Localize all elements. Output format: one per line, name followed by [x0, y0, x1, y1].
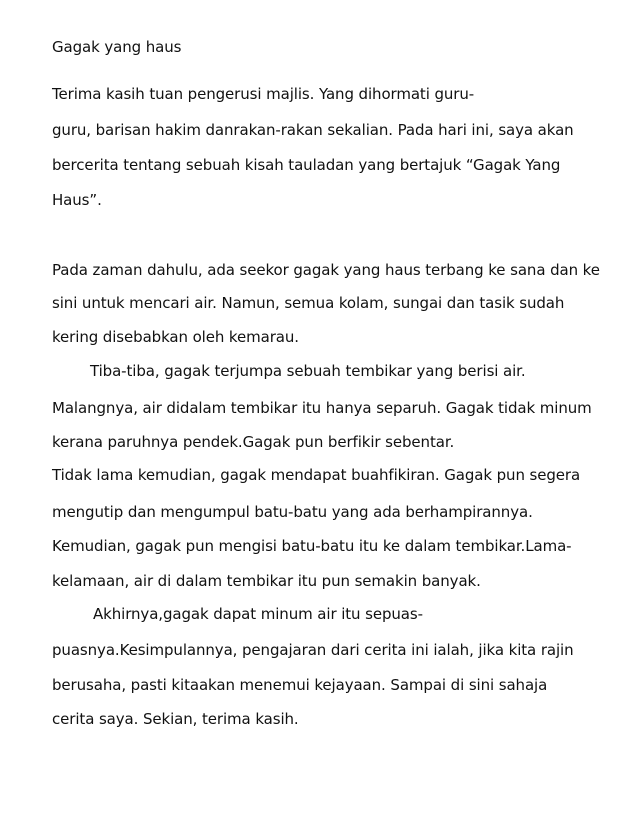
paragraph-line: Tiba-tiba, gagak terjumpa sebuah tembikar yang berisi air.: [90, 362, 526, 380]
paragraph-line: Pada zaman dahulu, ada seekor gagak yang haus terbang ke sana dan ke: [52, 261, 600, 279]
paragraph-line: Kemudian, gagak pun mengisi batu-batu itu ke dalam tembikar.Lama-: [52, 537, 572, 555]
paragraph-line: sini untuk mencari air. Namun, semua kolam, sungai dan tasik sudah: [52, 294, 565, 312]
paragraph-line: Terima kasih tuan pengerusi majlis. Yang dihormati guru-: [52, 85, 475, 103]
paragraph-line: kelamaan, air di dalam tembikar itu pun semakin banyak.: [52, 572, 481, 590]
paragraph-line: kerana paruhnya pendek.Gagak pun berfikir sebentar.: [52, 433, 455, 451]
paragraph-line: kering disebabkan oleh kemarau.: [52, 328, 299, 346]
paragraph-line: puasnya.Kesimpulannya, pengajaran dari cerita ini ialah, jika kita rajin: [52, 641, 574, 659]
paragraph-line: Akhirnya,gagak dapat minum air itu sepuas-: [93, 605, 423, 623]
paragraph-line: mengutip dan mengumpul batu-batu yang ada berhampirannya.: [52, 503, 533, 521]
paragraph-line: Tidak lama kemudian, gagak mendapat buahfikiran. Gagak pun segera: [52, 466, 581, 484]
paragraph-line: Malangnya, air didalam tembikar itu hanya separuh. Gagak tidak minum: [52, 399, 592, 417]
paragraph-line: cerita saya. Sekian, terima kasih.: [52, 710, 299, 728]
paragraph-line: bercerita tentang sebuah kisah tauladan yang bertajuk “Gagak Yang: [52, 156, 561, 174]
paragraph-line: Haus”.: [52, 191, 102, 209]
paragraph-line: guru, barisan hakim danrakan-rakan sekalian. Pada hari ini, saya akan: [52, 121, 574, 139]
document-title: Gagak yang haus: [52, 38, 182, 56]
paragraph-line: berusaha, pasti kitaakan menemui kejayaan. Sampai di sini sahaja: [52, 676, 548, 694]
